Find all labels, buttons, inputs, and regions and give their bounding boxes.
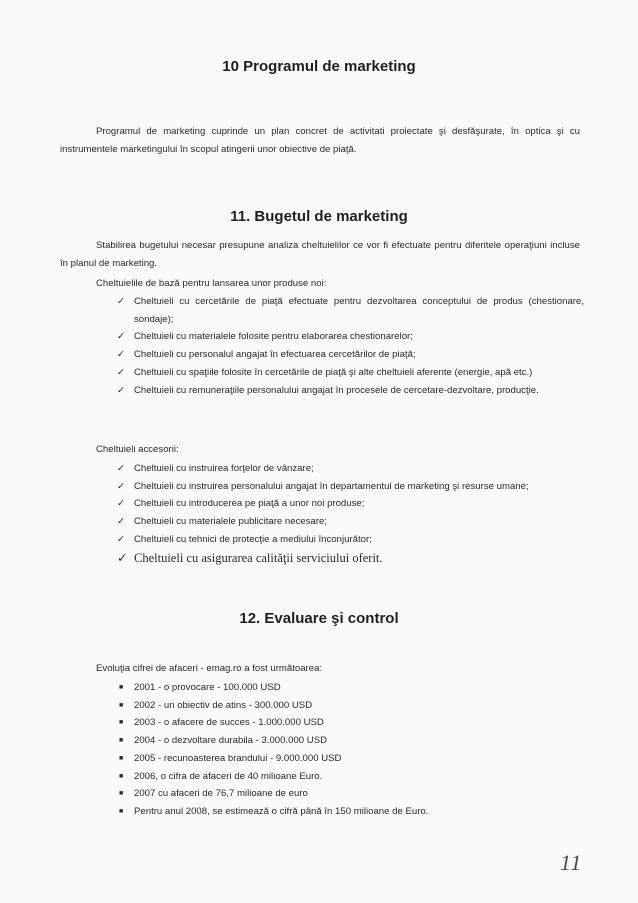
bullet-icon: ■ bbox=[119, 754, 124, 762]
list-item: ■ Pentru anul 2008, se estimează o cifră până în 150 milioane de Euro. bbox=[134, 803, 574, 821]
section-10-paragraph: Programul de marketing cuprinde un plan concret de activitati proiectate şi desfăşurate, în optica şi cu instrumentele marketingului în scopul atingerii unor obiective de piaţă. bbox=[60, 126, 580, 155]
list-item: ■ 2001 - o provocare - 100.000 USD bbox=[134, 679, 574, 697]
list-item: ✓ Cheltuieli cu cercetările de piaţă efectuate pentru dezvoltarea conceptului de produs (chestionare, sondaje); bbox=[134, 293, 584, 328]
bullet-icon: ■ bbox=[119, 684, 124, 691]
list-item: ■ 2007 cu afaceri de 76,7 milioane de euro bbox=[134, 785, 574, 803]
accessory-costs-label: Cheltuieli accesorii: bbox=[96, 444, 179, 455]
list-item: ✓ Cheltuieli cu instruirea personalului angajat în departamentul de marketing şi resurse umane; bbox=[134, 478, 584, 496]
list-item: ✓ Cheltuieli cu instruirea forţelor de vânzare; bbox=[134, 460, 584, 478]
list-item: ■ 2004 - o dezvoltare durabila - 3.000.000 USD bbox=[134, 732, 574, 750]
list-item: ✓ Cheltuieli cu tehnici de protecţie a mediului înconjurător; bbox=[134, 531, 584, 549]
list-item: ■ 2005 - recunoasterea brandului - 9.000.000 USD bbox=[134, 750, 574, 768]
checkmark-icon: ✓ bbox=[117, 533, 126, 545]
section-12-title: 12. Evaluare şi control bbox=[239, 610, 399, 627]
bullet-icon: ■ bbox=[119, 772, 124, 780]
checkmark-icon: ✓ bbox=[117, 480, 126, 492]
checkmark-icon: ✓ bbox=[117, 384, 126, 396]
bullet-icon: ■ bbox=[119, 807, 124, 815]
page-number: 11 bbox=[560, 850, 583, 875]
accessory-costs-list bbox=[117, 460, 584, 567]
bullet-icon: ■ bbox=[119, 719, 124, 727]
list-item: ■ 2003 - o afacere de succes - 1.000.000 USD bbox=[134, 714, 574, 732]
checkmark-icon: ✓ bbox=[117, 296, 126, 307]
list-item: ✓ Cheltuieli cu introducerea pe piaţă a unor noi produse; bbox=[134, 495, 584, 513]
list-item: ✓ Cheltuieli cu asigurarea calităţii serviciului oferit. bbox=[117, 550, 383, 565]
checkmark-icon: ✓ bbox=[117, 498, 126, 510]
basic-costs-list bbox=[117, 293, 584, 399]
section-11-paragraph: Stabilirea bugetului necesar presupune analiza cheltuielilor ce vor fi efectuate pentru diferitele operaţiuni incluse în planul de marketing. bbox=[60, 240, 580, 269]
revenue-evolution-label: Evoluţia cifrei de afaceri - emag.ro a fost următoarea: bbox=[96, 663, 323, 674]
basic-costs-label: Cheltuielile de bază pentru lansarea unor produse noi: bbox=[96, 278, 327, 289]
checkmark-icon: ✓ bbox=[117, 463, 126, 474]
bullet-icon: ■ bbox=[119, 790, 124, 798]
section-10-title: 10 Programul de marketing bbox=[222, 58, 416, 75]
revenue-evolution-list bbox=[119, 679, 574, 821]
bullet-icon: ■ bbox=[119, 701, 124, 709]
checkmark-icon: ✓ bbox=[117, 349, 126, 361]
bullet-icon: ■ bbox=[119, 737, 124, 745]
checkmark-icon: ✓ bbox=[117, 331, 126, 343]
list-item: ✓ Cheltuieli cu materialele folosite pentru elaborarea chestionarelor; bbox=[134, 328, 584, 346]
list-item: ✓ Cheltuieli cu personalul angajat în efectuarea cercetărilor de piaţă; bbox=[134, 346, 584, 364]
list-item: ■ 2006, o cifra de afaceri de 40 milioane Euro. bbox=[134, 768, 574, 786]
checkmark-icon: ✓ bbox=[117, 516, 126, 528]
list-item: ■ 2002 - un obiectiv de atins - 300.000 USD bbox=[134, 697, 574, 715]
checkmark-icon: ✓ bbox=[117, 550, 128, 565]
checkmark-icon: ✓ bbox=[117, 366, 126, 378]
list-item: ✓ Cheltuieli cu materialele publicitare necesare; bbox=[134, 513, 584, 531]
list-item: ✓ Cheltuieli cu remuneraţiile personalului angajat în procesele de cercetare-dezvoltare, producţie. bbox=[134, 382, 584, 400]
list-item: ✓ Cheltuieli cu spaţiile folosite în cercetările de piaţă şi alte cheltuieli aferente (energie, apă etc.) bbox=[134, 364, 584, 382]
section-11-title: 11. Bugetul de marketing bbox=[230, 208, 408, 225]
